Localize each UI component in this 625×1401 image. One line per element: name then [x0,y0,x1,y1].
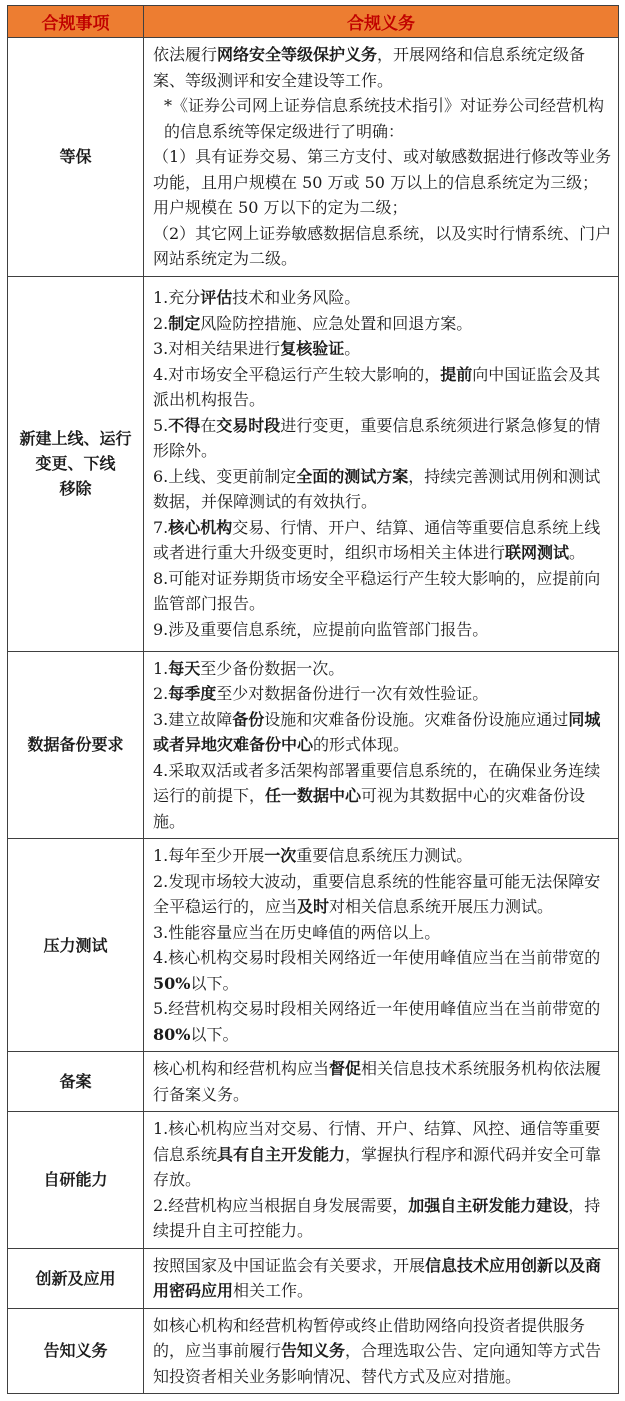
duty-text: 如核心机构和经营机构暂停或终止借助网络向投资者提供服务的，应当事前履行 [153,1315,586,1360]
duty-paragraph [153,617,612,643]
duty-text: 5.经营机构交易时段相关网络近一年使用峰值应当在当前带宽的 [153,999,601,1018]
duty-text: 设施和灾难备份设施。灾难备份设施应通过 [264,709,569,729]
duty-text: ，开展网络和信息系统定级备案、等级测评和安全建设等工作。 [153,45,586,90]
duty-text: 依法履行 [153,45,218,64]
duty-paragraph [153,920,612,946]
duty-text: 6.上线、变更前制定 [153,466,297,486]
table-row [8,38,619,277]
table-row [8,839,619,1052]
duty-text-bold: 任一数据中心 [265,786,362,805]
duty-text-bold: 网络安全等级保护义务 [217,45,378,64]
duty-text: 相关工作。 [233,1281,314,1300]
duty-text: 按照国家及中国证监会有关要求，开展 [153,1255,426,1275]
item-label-line: 压力测试 [43,935,108,955]
duty-paragraph [153,464,612,515]
duty-paragraph [153,996,612,1047]
duty-text: 技术和业务风险。 [232,288,361,307]
duty-cell [144,651,619,839]
duty-paragraph [153,758,612,835]
duty-paragraph [153,221,612,272]
duty-paragraph [153,1116,612,1193]
duty-paragraph [153,515,612,566]
duty-text: 对相关信息系统开展压力测试。 [329,897,554,916]
item-label-line: 新建上线、运行 [19,429,132,448]
item-label-line: 数据备份要求 [27,735,124,755]
duty-text: 1.充分 [153,288,201,307]
duty-text: 至少对数据备份进行一次有效性验证。 [216,684,489,703]
table-row [8,651,619,839]
duty-text-bold: 告知义务 [281,1341,346,1360]
duty-paragraph [153,336,612,362]
duty-paragraph [153,311,612,337]
duty-text: （2）其它网上证券敏感数据信息系统，以及实时行情系统、门户网站系统定为二级。 [153,223,612,268]
duty-text-bold: 联网测试 [505,543,570,562]
duty-cell [144,839,619,1052]
duty-text: 2.经营机构应当根据自身发展需要， [153,1195,409,1215]
duty-text: 9.涉及重要信息系统，应提前向监管部门报告。 [153,619,489,639]
item-cell [8,1112,144,1249]
item-label-line: 创新及应用 [35,1268,116,1288]
duty-cell [144,1052,619,1112]
duty-text-bold: 不得 [168,415,201,435]
duty-text: ，持续提升自主可控能力。 [153,1195,601,1240]
duty-paragraph [153,566,612,617]
compliance-table [7,5,619,1394]
duty-text-bold: 每季度 [168,684,217,703]
duty-text: 向中国证监会及其派出机构报告。 [153,364,601,409]
duty-text-bold: 信息技术应用创新以及商用密码应用 [153,1255,602,1300]
duty-text: 以下。 [190,1024,239,1044]
table-row [8,1308,619,1394]
duty-paragraph [153,843,612,869]
duty-text: 4.采取双活或者多活架构部署重要信息系统的，在确保业务连续运行的前提下， [153,760,601,805]
duty-cell [144,1248,619,1308]
duty-text: 核心机构和经营机构应当 [153,1059,330,1078]
duty-text-bold: 一次 [264,846,297,865]
duty-text: 。 [344,339,361,358]
duty-text-bold: 80% [153,1024,191,1044]
duty-text-bold: 加强自主研发能力建设 [408,1195,569,1215]
duty-text-bold: 核心机构 [168,517,233,537]
duty-paragraph [153,681,612,707]
duty-text: （1）具有证券交易、第三方支付、或对敏感数据进行修改等业务功能，且用户规模在 50 万或 50 万以上的信息系统定为三级；用户规模在 50 万以下的定为二级； [153,147,612,217]
table-body [8,38,619,1394]
duty-text: 3.性能容量应当在历史峰值的两倍以上。 [153,922,441,942]
duty-text: 4.核心机构交易时段相关网络近一年使用峰值应当在当前带宽的 [153,948,601,967]
header-cell-duty: 合规义务 [144,6,619,38]
duty-cell [144,276,619,651]
duty-paragraph [153,144,612,221]
duty-text-bold: 50% [153,973,191,993]
duty-text: 风险防控措施、应急处置和回退方案。 [200,313,473,333]
item-cell [8,1248,144,1308]
duty-paragraph [153,413,612,464]
duty-text: 1.每年至少开展 [153,846,265,865]
item-cell [8,1308,144,1394]
table-row [8,276,619,651]
duty-cell [144,1112,619,1249]
duty-text-bold: 提前 [440,364,473,384]
duty-text: *《证券公司网上证券信息系统技术指引》对证券公司经营机构的信息系统等保定级进行了明确： [164,96,605,141]
duty-text-bold: 备份 [232,709,265,729]
duty-text: 3.对相关结果进行 [153,339,281,358]
duty-text: ，掌握执行程序和源代码并安全可靠存放。 [153,1144,602,1189]
duty-paragraph [153,656,612,682]
duty-paragraph [153,1253,612,1304]
duty-text: 至少备份数据一次。 [200,658,345,678]
duty-paragraph [153,93,612,144]
item-cell [8,651,144,839]
duty-text: 1. [153,658,169,678]
duty-paragraph [153,707,612,758]
duty-paragraph [153,1313,612,1390]
duty-paragraph [153,285,612,311]
duty-text-bold: 及时 [297,897,330,916]
duty-cell [144,1308,619,1394]
duty-text-bold: 交易时段 [216,415,281,435]
duty-text: ，持续完善测试用例和测试数据，并保障测试的有效执行。 [153,466,601,511]
duty-text: 7. [153,517,169,537]
table-row [8,1248,619,1308]
duty-text: 进行变更，重要信息系统须进行紧急修复的情形除外。 [153,415,601,460]
duty-paragraph [153,869,612,920]
item-label-line: 变更、下线 [35,454,116,473]
duty-text: 交易、行情、开户、结算、通信等重要信息系统上线或者进行重大升级变更时，组织市场相关主体进行 [153,517,601,562]
item-cell [8,38,144,277]
duty-text-bold: 督促 [329,1059,362,1078]
table-row [8,1112,619,1249]
item-label-line: 自研能力 [43,1170,108,1190]
duty-text: ，合理选取公告、定向通知等方式告知投资者相关业务影响情况、替代方式及应对措施。 [153,1341,602,1386]
duty-paragraph [153,945,612,996]
header-cell-item: 合规事项 [8,6,144,38]
item-cell [8,276,144,651]
duty-text-bold: 具有自主开发能力 [217,1144,346,1164]
item-label-line: 移除 [59,479,92,498]
duty-text: 2. [153,313,169,333]
duty-cell [144,38,619,277]
table-row [8,1052,619,1112]
duty-text: 4.对市场安全平稳运行产生较大影响的， [153,364,441,384]
duty-text: 8.可能对证券期货市场安全平稳运行产生较大影响的，应提前向监管部门报告。 [153,568,601,613]
item-label-line: 告知义务 [43,1341,108,1361]
duty-text: 相关信息技术系统服务机构依法履行备案义务。 [153,1059,602,1104]
duty-paragraph [153,42,612,93]
duty-text: 在 [200,415,217,435]
duty-text-bold: 同城或者异地灾难备份中心 [153,709,601,754]
duty-text-bold: 制定 [168,313,201,333]
item-cell [8,1052,144,1112]
duty-text-bold: 每天 [168,658,201,678]
item-label-line: 备案 [59,1072,92,1091]
duty-text-bold: 评估 [200,288,233,307]
item-label-line: 等保 [59,147,92,167]
duty-text: 2. [153,684,169,703]
duty-text: 5. [153,415,169,435]
duty-text-bold: 复核验证 [280,339,345,358]
duty-text-bold: 全面的测试方案 [296,466,409,486]
duty-text: 。 [569,543,586,562]
duty-text: 1.核心机构应当对交易、行情、开户、结算、风控、通信等重要信息系统 [153,1119,601,1164]
duty-text: 以下。 [190,973,239,993]
duty-text: 的形式体现。 [313,735,410,754]
duty-text: 可视为其数据中心的灾难备份设施。 [153,786,586,831]
header-row [8,6,619,38]
duty-paragraph [153,1193,612,1244]
duty-text: 重要信息系统压力测试。 [296,846,473,865]
duty-paragraph [153,362,612,413]
item-cell [8,839,144,1052]
duty-text: 2.发现市场较大波动，重要信息系统的性能容量可能无法保障安全平稳运行的，应当 [153,871,601,916]
table-header [8,6,619,38]
duty-text: 3.建立故障 [153,709,233,729]
duty-paragraph [153,1056,612,1107]
